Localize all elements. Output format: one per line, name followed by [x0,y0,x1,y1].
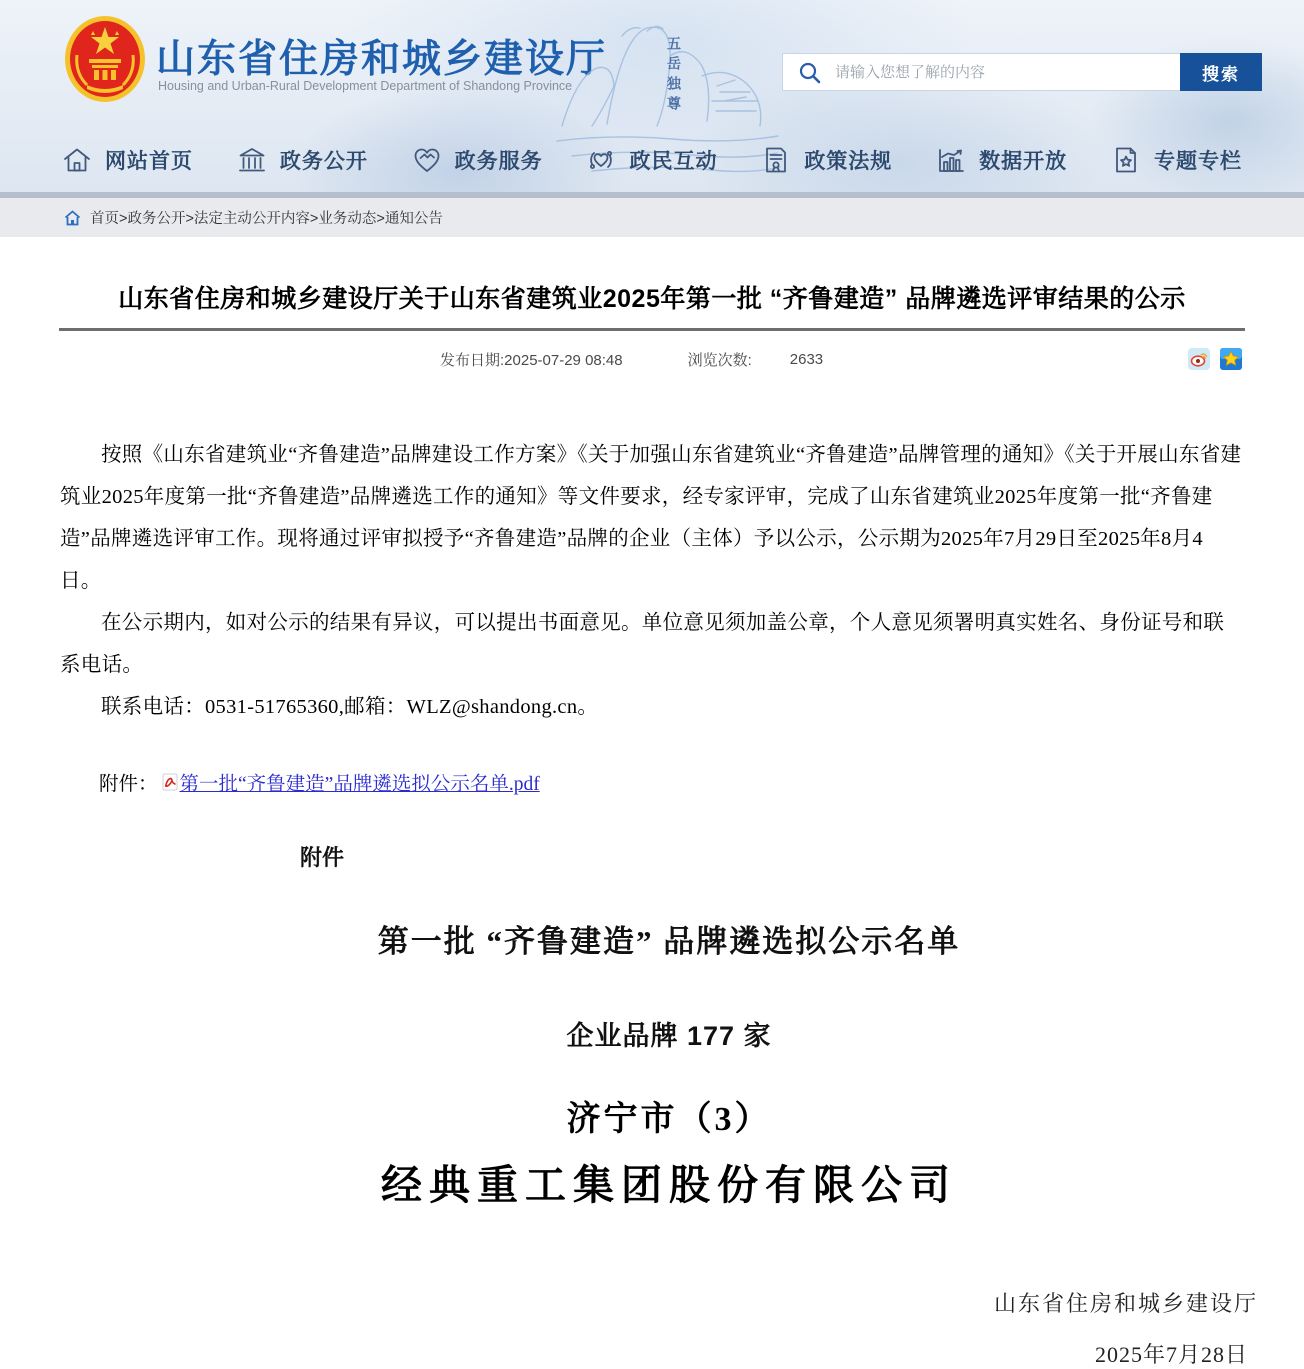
publish-date: 发布日期:2025-07-29 08:48 [440,351,623,369]
views-label: 浏览次数: [687,351,752,369]
paragraph: 联系电话：0531-51765360,邮箱：WLZ@shandong.cn。 [101,696,599,718]
site-header [0,0,1304,192]
nav-label: 数据开放 [979,150,1068,173]
home-icon [62,145,92,175]
breadcrumb [0,198,1304,237]
article-body [60,434,1244,728]
nav-label: 政策法规 [804,150,893,173]
doc-city-heading: 济宁市（3） [566,1101,772,1138]
attachment-label: 附件： [99,774,158,795]
embedded-document [0,841,1304,1369]
share-icons [1188,348,1242,370]
nav-item-policy[interactable] [761,145,892,175]
nav-item-home[interactable] [62,145,193,175]
nav-label: 网站首页 [105,150,193,173]
doc-issuer: 山东省住房和城乡建设厅 [993,1291,1258,1316]
doc-date: 2025年7月28日 [1094,1342,1248,1367]
handshake-heart-icon [412,145,442,175]
doc-subtitle: 企业品牌 177 家 [566,1021,772,1051]
pdf-file-icon [162,773,178,791]
title-rule [59,328,1245,331]
star-document-icon [1111,145,1141,175]
nav-item-special-topics[interactable] [1111,145,1242,175]
paragraph: 按照《山东省建筑业“齐鲁建造”品牌建设工作方案》《关于加强山东省建筑业“齐鲁建造”品牌管理的通知》《关于开展山东省建筑业2025年度第一批“齐鲁建造”品牌遴选工作的通知》等文件要求，经专家评审，完成了山东省建筑业2025年度第一批“齐鲁建造”品牌遴选评审工作。现将通过评审拟授予“齐鲁建造”品牌的企业（主体）予以公示，公示期为2025年7月29日至2025年8月4日。 [60,444,1242,592]
government-building-icon [237,145,267,175]
weibo-share-icon[interactable] [1188,348,1210,370]
national-emblem-icon [63,15,147,107]
qzone-share-icon[interactable] [1220,348,1242,370]
nav-item-open-data[interactable] [936,145,1067,175]
doc-attachment-label: 附件 [300,845,345,870]
nav-label: 专题专栏 [1153,150,1242,173]
nav-item-interaction[interactable] [586,145,717,175]
breadcrumb-home-icon [64,210,81,226]
doc-company-name: 经典重工集团股份有限公司 [381,1162,957,1208]
site-title: 山东省住房和城乡建设厅 [156,38,608,81]
search-icon [798,61,822,85]
article-meta [62,348,1242,370]
search-input[interactable] [782,53,1180,91]
policy-document-icon [761,145,791,175]
paragraph: 在公示期内，如对公示的结果有异议，可以提出书面意见。单位意见须加盖公章，个人意见须署明真实姓名、身份证号和联系电话。 [60,612,1225,676]
nav-label: 政务公开 [279,150,368,173]
views-count: 2633 [789,350,824,368]
interaction-heart-icon [586,145,616,175]
nav-item-gov-services[interactable] [412,145,543,175]
seal-decor-text: 五岳独尊 [665,36,680,116]
search-box [782,53,1262,91]
attachment-link[interactable]: 第一批“齐鲁建造”品牌遴选拟公示名单.pdf [179,774,540,795]
breadcrumb-path[interactable]: 首页>政务公开>法定主动公开内容>业务动态>通知公告 [90,211,443,227]
doc-title: 第一批 “齐鲁建造” 品牌遴选拟公示名单 [377,924,961,959]
nav-item-gov-disclosure[interactable] [237,145,368,175]
search-button[interactable]: 搜索 [1180,53,1262,91]
attachment-row [60,768,1244,796]
data-chart-icon [936,145,966,175]
main-nav [0,128,1304,192]
nav-label: 政务服务 [454,150,543,173]
nav-label: 政民互动 [629,150,718,173]
article-title: 山东省住房和城乡建设厅关于山东省建筑业2025年第一批 “齐鲁建造” 品牌遴选评审结果的公示 [118,285,1186,313]
site-subtitle: Housing and Urban-Rural Development Department of Shandong Province [158,79,573,93]
